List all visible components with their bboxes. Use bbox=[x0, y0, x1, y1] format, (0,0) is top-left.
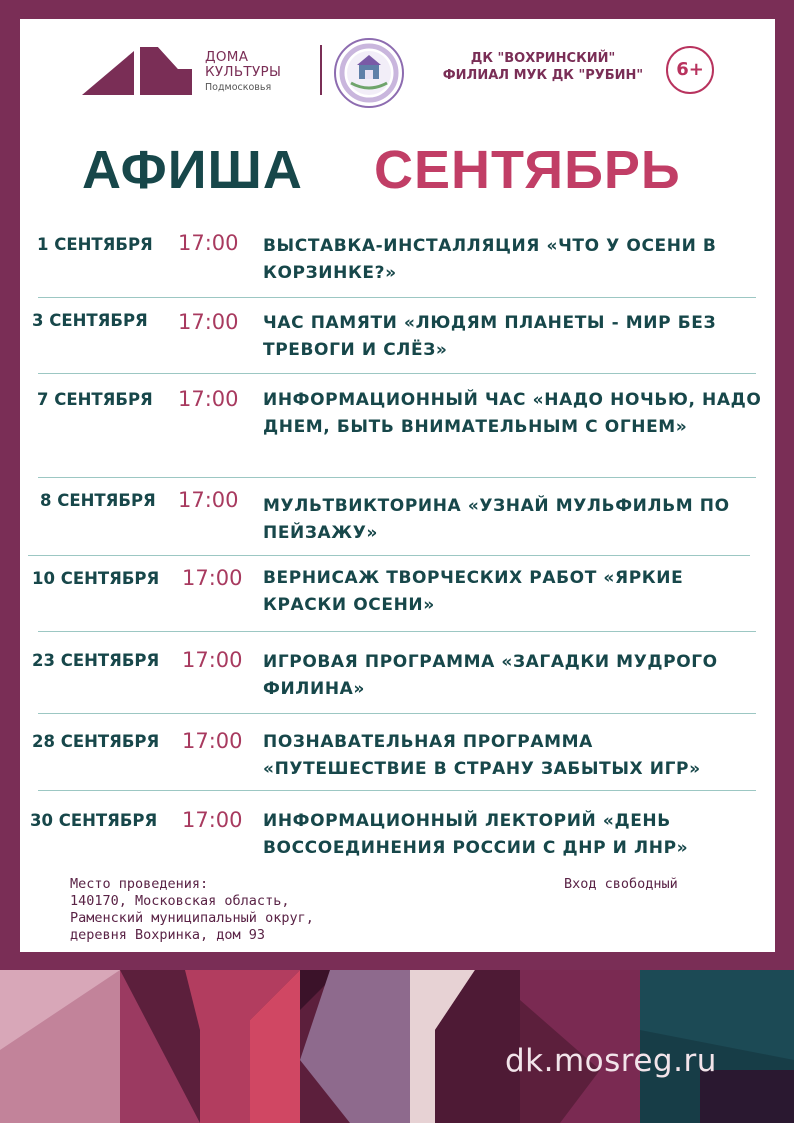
event-divider bbox=[38, 477, 756, 478]
event-date: 7 СЕНТЯБРЯ bbox=[37, 390, 153, 409]
event-title: МУЛЬТВИКТОРИНА «УЗНАЙ МУЛЬФИЛЬМ ПО ПЕЙЗАЖУ» bbox=[263, 496, 730, 543]
event-time: 17:00 bbox=[182, 808, 243, 832]
event-time: 17:00 bbox=[182, 566, 243, 590]
event-title: ВЫСТАВКА-ИНСТАЛЛЯЦИЯ «ЧТО У ОСЕНИ В КОРЗИНКЕ?» bbox=[263, 236, 717, 283]
poster-card bbox=[20, 19, 775, 952]
event-date: 1 СЕНТЯБРЯ bbox=[37, 235, 153, 254]
venue-line: деревня Вохринка, дом 93 bbox=[70, 927, 266, 943]
branch-line1: ДК "ВОХРИНСКИЙ" bbox=[470, 51, 616, 66]
org-name-line2: КУЛЬТУРЫ bbox=[205, 64, 282, 80]
event-time: 17:00 bbox=[178, 387, 239, 411]
event-time: 17:00 bbox=[178, 310, 239, 334]
branch-name bbox=[438, 50, 648, 84]
event-divider bbox=[28, 555, 750, 556]
header-divider bbox=[320, 45, 322, 95]
event-divider bbox=[38, 297, 756, 298]
event-divider bbox=[38, 631, 756, 632]
dk-logo-icon bbox=[82, 47, 192, 95]
event-date: 23 СЕНТЯБРЯ bbox=[32, 651, 160, 670]
venue-line: 140170, Московская область, bbox=[70, 893, 290, 909]
age-rating-badge: 6+ bbox=[666, 46, 714, 94]
event-title: ИГРОВАЯ ПРОГРАММА «ЗАГАДКИ МУДРОГО ФИЛИНА» bbox=[263, 652, 718, 699]
event-title: ЧАС ПАМЯТИ «ЛЮДЯМ ПЛАНЕТЫ - МИР БЕЗ ТРЕВОГИ И СЛЁЗ» bbox=[263, 313, 717, 360]
org-name-line1: ДОМА bbox=[205, 49, 249, 65]
org-name bbox=[205, 50, 281, 95]
event-date: 8 СЕНТЯБРЯ bbox=[40, 491, 156, 510]
event-title: ВЕРНИСАЖ ТВОРЧЕСКИХ РАБОТ «ЯРКИЕ КРАСКИ ОСЕНИ» bbox=[263, 568, 684, 615]
website-link[interactable]: dk.mosreg.ru bbox=[505, 1043, 717, 1079]
emblem-icon bbox=[333, 37, 405, 109]
event-title: ПОЗНАВАТЕЛЬНАЯ ПРОГРАММА «ПУТЕШЕСТВИЕ В СТРАНУ ЗАБЫТЫХ ИГР» bbox=[263, 732, 701, 779]
venue-info bbox=[70, 876, 314, 944]
event-date: 28 СЕНТЯБРЯ bbox=[32, 732, 160, 751]
event-time: 17:00 bbox=[182, 729, 243, 753]
event-date: 3 СЕНТЯБРЯ bbox=[32, 311, 148, 330]
entry-note: Вход свободный bbox=[564, 876, 678, 892]
event-time: 17:00 bbox=[178, 231, 239, 255]
event-date: 10 СЕНТЯБРЯ bbox=[32, 569, 160, 588]
venue-line: Раменский муниципальный округ, bbox=[70, 910, 314, 926]
venue-label: Место проведения: bbox=[70, 876, 209, 892]
event-time: 17:00 bbox=[178, 488, 239, 512]
event-title: ИНФОРМАЦИОННЫЙ ЧАС «НАДО НОЧЬЮ, НАДО ДНЕМ, БЫТЬ ВНИМАТЕЛЬНЫМ С ОГНЕМ» bbox=[263, 390, 762, 437]
org-name-sub: Подмосковья bbox=[205, 82, 272, 93]
event-divider bbox=[38, 790, 756, 791]
event-divider bbox=[38, 713, 756, 714]
event-time: 17:00 bbox=[182, 648, 243, 672]
event-date: 30 СЕНТЯБРЯ bbox=[30, 811, 158, 830]
event-divider bbox=[38, 373, 756, 374]
month-title: СЕНТЯБРЬ bbox=[374, 140, 681, 200]
poster-title: АФИША bbox=[82, 140, 303, 200]
branch-line2: ФИЛИАЛ МУК ДК "РУБИН" bbox=[442, 68, 644, 83]
event-title: ИНФОРМАЦИОННЫЙ ЛЕКТОРИЙ «ДЕНЬ ВОССОЕДИНЕНИЯ РОССИИ С ДНР И ЛНР» bbox=[263, 811, 689, 858]
